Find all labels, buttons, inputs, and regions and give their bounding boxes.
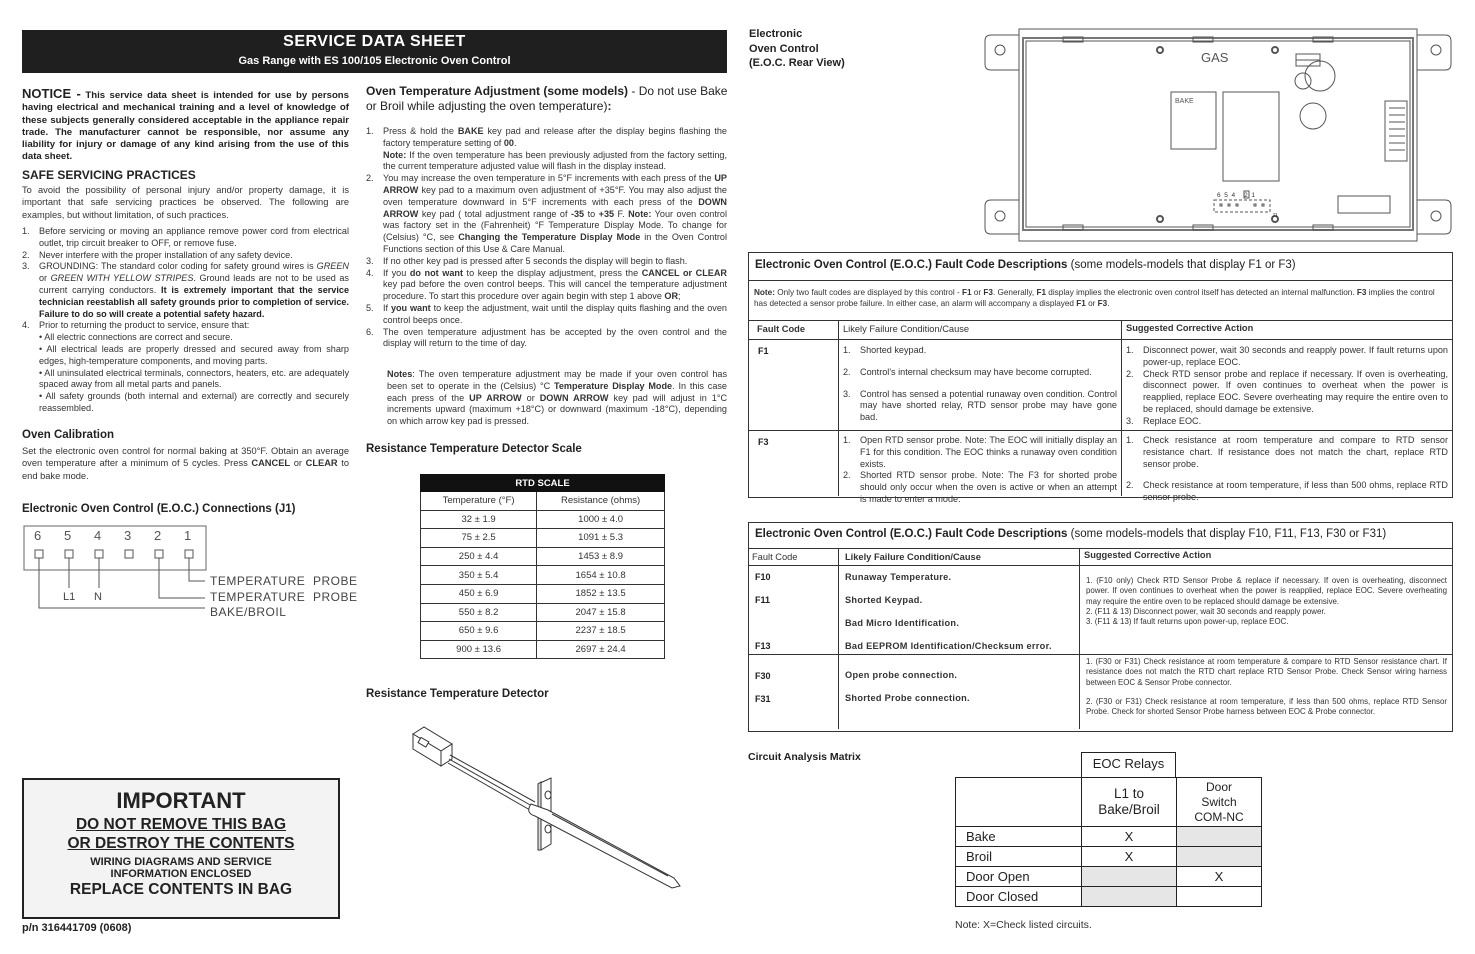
fault-code-table-f1-f3	[748, 252, 1453, 504]
sheet-header	[22, 30, 727, 73]
table-row: Broil X	[956, 847, 1262, 867]
sheet-subtitle: Gas Range with ES 100/105 Electronic Oven Control	[238, 55, 511, 67]
list-item: 1. Press & hold the BAKE key pad and release after the display begins flashing the factory temperature setting of 00. Note: If the oven temperature has been previously adjusted from the factory setting, the current temperature adjusted value will flash in the display instead.	[366, 126, 727, 172]
oven-calibration-text: Set the electronic oven control for normal baking at 350°F. Obtain an average oven temperature after a minimum of 5 cycles. Press CANCEL or CLEAR to end bake mode.	[22, 446, 350, 481]
j1-connector-diagram	[22, 525, 362, 625]
table-row: 450 ± 6.9 1852 ± 13.5	[421, 584, 665, 603]
circuit-matrix-title: Circuit Analysis Matrix	[748, 751, 861, 763]
fault-causes: Runaway Temperature. Shorted Keypad. Bad Micro Identification. Bad EEPROM Identification/Checksum error.	[839, 566, 1080, 654]
table-row: Door Closed	[956, 887, 1262, 907]
important-notice-box	[22, 778, 340, 919]
fault-actions: 1. Disconnect power, wait 30 seconds and reapply power. If fault returns upon power-up, replace EOC. 2. Check RTD sensor probe and replace if necessary. If oven is overheating, disconnect power. If oven continues to overheat when the power is reapplied, replace EOC. Severe overheating may require the entire oven to be replaced, should damage be extensive. 3. Replace EOC.	[1126, 345, 1448, 426]
rtd-scale-table	[420, 474, 665, 659]
fault-actions: 1. Check resistance at room temperature and compare to RTD sensor resistance chart. If resistance does not match the chart, replace RTD sensor probe. 2. Check resistance at room temperature, if less than 500 ohms, replace RTD sensor probe.	[1126, 435, 1448, 503]
fault-causes: 1. Open RTD sensor probe. Note: The EOC will initially display an F1 for this condition. The EOC thinks a runaway oven condition exists. 2. Shorted RTD sensor probe. Note: The F3 for shorted probe should only occur when the oven is active or when an attempt is made to enter a mode.	[839, 431, 1122, 496]
fault-codes: F30 F31	[749, 655, 839, 729]
important-line-4: INFORMATION ENCLOSED	[110, 868, 252, 880]
eoc-relays-header: EOC Relays	[1081, 752, 1176, 777]
pin-label-n: N	[94, 591, 102, 603]
fault-causes: Open probe connection. Shorted Probe connection.	[839, 655, 1080, 729]
rtd-probe-illustration	[410, 712, 690, 892]
table-row	[749, 655, 1452, 729]
fault-code-table-f10-f31	[748, 522, 1453, 732]
column-header: Likely Failure Condition/Cause	[839, 321, 1122, 339]
board-label-gas: GAS	[1201, 50, 1229, 65]
fault-code: F3	[749, 431, 839, 496]
column-header: Door Switch COM-NC	[1177, 778, 1262, 827]
column-header: Fault Code	[749, 549, 839, 565]
wire-label-bake-broil: BAKE/BROIL	[210, 605, 287, 619]
important-line-3: WIRING DIAGRAMS AND SERVICE	[90, 856, 272, 868]
list-item: 2. You may increase the oven temperature in 5°F increments with each press of the UP ARROW key pad to a maximum oven adjustment of +35°F. You may also adjust the oven temperature downward in 5°F increments with each press of the DOWN ARROW key pad ( total adjustment range of -35 to +35 F. Note: Your oven control was factory set in the (Fahrenheit) °F Temperature Display Mode. To change for (Celsius) °C, see Changing the Temperature Display Mode in the Oven Control Functions section of this Use & Care Manual.	[366, 173, 727, 254]
rtd-scale-title: Resistance Temperature Detector Scale	[366, 443, 582, 455]
circuit-matrix-note: Note: X=Check listed circuits.	[955, 919, 1092, 931]
column-header: Resistance (ohms)	[537, 492, 665, 511]
list-item: 4. If you do not want to keep the display adjustment, press the CANCEL or CLEAR key pad before the oven control beeps. This will cancel the temperature adjustment procedure. To start this procedure over again begin with step 1 above OR;	[366, 267, 727, 302]
eoc-rear-caption: Electronic Oven Control (E.O.C. Rear View)	[749, 28, 845, 69]
important-line-1: DO NOT REMOVE THIS BAG	[75, 816, 287, 833]
fault-causes: 1. Shorted keypad. 2. Control's internal checksum may have become corrupted. 3. Control has sensed a potential runaway oven condition. Control may have shorted relay, RTD sensor probe may have gone bad.	[839, 340, 1122, 430]
table-row: 650 ± 9.6 2237 ± 18.5	[421, 622, 665, 641]
j1-pin-numbers: 6 5 4 3 2 1	[34, 528, 192, 543]
part-number: p/n 316441709 (0608)	[22, 922, 132, 934]
fault-table-2-title: Electronic Oven Control (E.O.C.) Fault Code Descriptions (some models-models that display F10, F11, F13, F30 or F31)	[749, 523, 1452, 549]
fault-table-1-title: Electronic Oven Control (E.O.C.) Fault Code Descriptions (some models-models that display F1 or F3)	[749, 253, 1452, 281]
list-item: 3. If no other key pad is pressed after 5 seconds the display will begin to flash.	[366, 255, 688, 266]
relay-label-bake: BAKE	[1175, 98, 1194, 105]
column-header: L1 to Bake/Broil	[1082, 778, 1177, 827]
eoc-rear-view-diagram	[983, 28, 1453, 242]
table-row: 550 ± 8.2 2047 ± 15.8	[421, 603, 665, 622]
list-item: 1. Before servicing or moving an appliance remove power cord from electrical outlet, trip circuit breaker to OFF, or remove fuse.	[22, 226, 349, 248]
sheet-title: SERVICE DATA SHEET	[283, 33, 466, 50]
connections-title: Electronic Oven Control (E.O.C.) Connections (J1)	[22, 503, 296, 515]
fault-table-1-note: Note: Only two fault codes are displayed by this control - F1 or F3. Generally, F1 display implies the electronic oven control itself has detected an internal malfunction. F3 implies the control has detected a sensor probe failure. In either case, an alarm will accompany a displayed F1 or F3.	[749, 281, 1452, 321]
fault-actions: 1. (F10 only) Check RTD Sensor Probe & replace if necessary. If oven is overheating, disconnect power. If oven continues to overheat when the power is reapplied, replace EOC. Severe overheating may require the entire oven to be replaced should damage be extensive. 2. (F11 & 13) Disconnect power, wait 30 seconds and reapply power. 3. (F11 & 13) If fault returns upon power-up, replace EOC.	[1086, 576, 1447, 627]
table-row	[749, 566, 1452, 655]
table-row: 250 ± 4.4 1453 ± 8.9	[421, 547, 665, 566]
table-row	[749, 431, 1452, 504]
important-line-2: OR DESTROY THE CONTENTS	[67, 835, 295, 852]
notice-text: This service data sheet is intended for use by persons having electrical and mechanical training and a level of knowledge of these subjects generally considered acceptable in the appliance repair trade. The manufacturer cannot be responsible, nor assume any liability for injury or damage of any kind arising from the use of this data sheet.	[22, 90, 350, 163]
notice-label: NOTICE -	[22, 86, 81, 101]
fault-codes: F10 F11 F13	[749, 566, 839, 654]
fault-table-2-header	[749, 549, 1452, 566]
column-header: Likely Failure Condition/Cause	[839, 549, 1080, 565]
j1-board-label: J1	[1272, 213, 1278, 219]
wire-label-temp-probe-2: TEMPERATURE PROBE	[210, 590, 358, 604]
oven-calibration-title: Oven Calibration	[22, 429, 115, 441]
list-item: 6. The oven temperature adjustment has be accepted by the oven control and the display will return to the time of day.	[366, 326, 727, 349]
notice-paragraph	[22, 88, 349, 164]
pin-label-l1: L1	[63, 591, 76, 603]
table-row: 32 ± 1.9 1000 ± 4.0	[421, 510, 665, 529]
column-header: Suggested Corrective Action	[1126, 323, 1254, 333]
temp-adjust-title: Oven Temperature Adjustment (some models) - Do not use Bake or Broil while adjusting the oven temperature):	[366, 84, 728, 113]
table-row: Bake X	[956, 827, 1262, 847]
list-item: 5. If you want to keep the adjustment, wait until the display quits flashing and the oven control beeps once.	[366, 302, 727, 325]
list-item: 3. GROUNDING: The standard color coding for safety ground wires is GREEN or GREEN WITH YELLOW STRIPES. Ground leads are not to be used as current carrying conductors. It is extremely important that the service technician reestablish all safety grounds prior to completion of service. Failure to do so will create a potential safety hazard.	[22, 261, 349, 319]
circuit-analysis-matrix	[955, 777, 1262, 907]
table-row: 350 ± 5.4 1654 ± 10.8	[421, 566, 665, 585]
rtd-table-title: RTD SCALE	[421, 475, 665, 492]
fault-table-1-header	[749, 321, 1452, 340]
column-header: Temperature (°F)	[421, 492, 537, 511]
important-title: IMPORTANT	[116, 788, 246, 813]
table-row: 900 ± 13.6 2697 ± 24.4	[421, 640, 665, 659]
rtd-figure-title: Resistance Temperature Detector	[366, 688, 549, 700]
temp-adjust-steps	[366, 126, 727, 350]
table-row: Door Open X	[956, 867, 1262, 887]
safe-practices-intro: To avoid the possibility of personal injury and/or property damage, it is important that safe servicing practices be observed. The following are examples, but without limitation, of such practices.	[22, 185, 349, 220]
safe-practices-list	[22, 226, 349, 415]
important-line-5: REPLACE CONTENTS IN BAG	[69, 881, 293, 898]
temp-adjust-notes: Notes: The oven temperature adjustment may be made if your oven control has been set to operate in the (Celsius) °C Temperature Display Mode. In this case each press of the UP ARROW or DOWN ARROW key pad will adjust in 1°C increments upward (maximum +18°C) or downward (maximum -18°C), depending on which arrow key pad is pressed.	[387, 369, 728, 427]
table-row: 75 ± 2.5 1091 ± 5.3	[421, 529, 665, 548]
column-header: Fault Code	[749, 321, 839, 339]
fault-code: F1	[749, 340, 839, 430]
safe-practices-title: SAFE SERVICING PRACTICES	[22, 168, 196, 182]
column-header: Suggested Corrective Action	[1084, 550, 1212, 560]
fault-actions: 1. (F30 or F31) Check resistance at room temperature & compare to RTD Sensor resistance chart. If resistance does not match the RTD chart replace RTD Sensor Probe. Check Sensor wiring harness between EOC & Sensor Probe connector. 2. (F30 or F31) Check resistance at room temperature, if less than 500 ohms, replace RTD Sensor Probe. Check for shorted Sensor Probe harness between EOC & Probe connector.	[1086, 657, 1447, 717]
table-row	[749, 340, 1452, 431]
list-item: 2. Never interfere with the proper installation of any safety device.	[22, 249, 293, 260]
j1-pin-numbers-board: 6 5 4 2 1	[1217, 192, 1255, 199]
wire-label-temp-probe-1: TEMPERATURE PROBE	[210, 574, 358, 588]
list-item: 4. Prior to returning the product to service, ensure that: • All electric connections are correct and secure. • All electrical leads are properly dressed and secured away from sharp edges, high-temperature components, and moving parts. • All uninsulated electrical terminals, connectors, heaters, etc. are adequately spaced away from all metal parts and panels. • All safety grounds (both internal and external) are correctly and securely reassembled.	[22, 320, 349, 413]
